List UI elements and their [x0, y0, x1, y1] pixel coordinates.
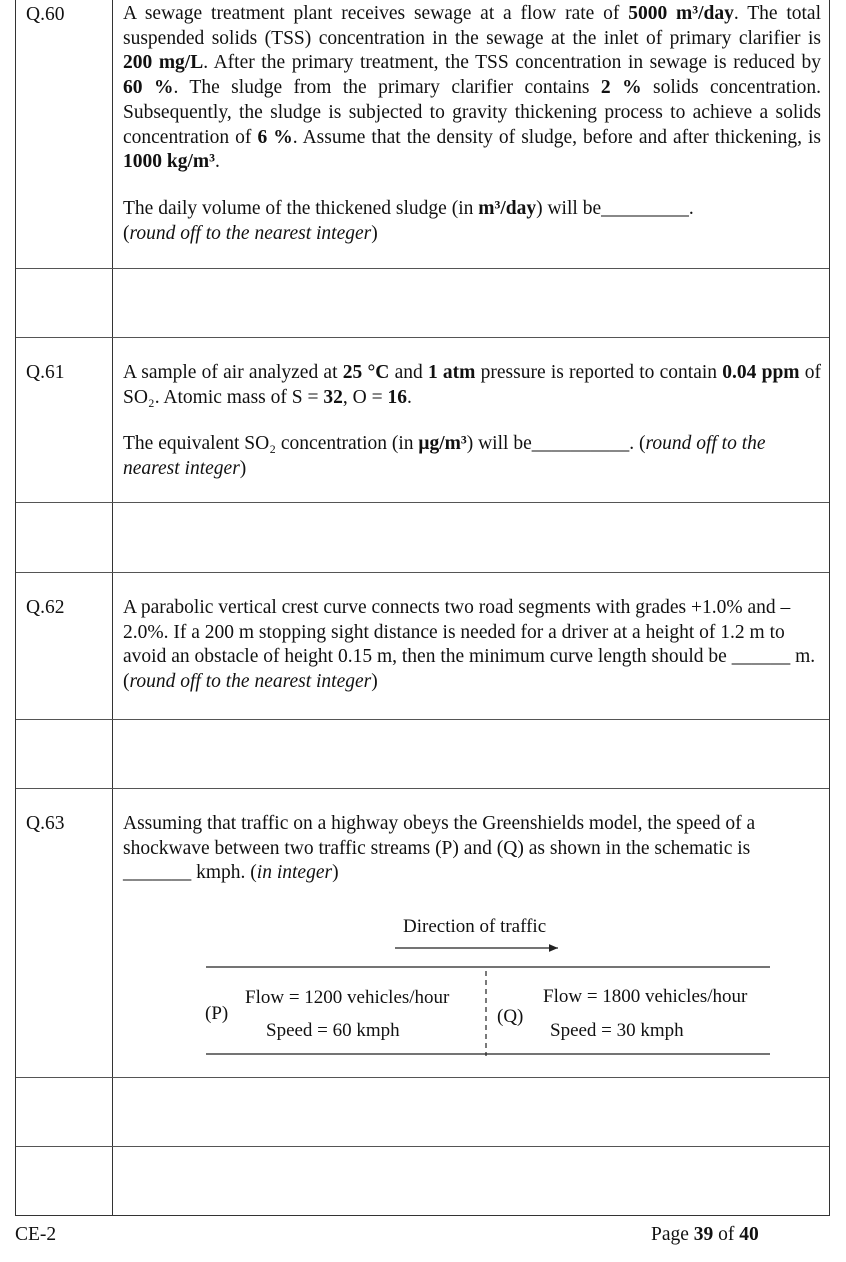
question-prompt: The equivalent SO₂ concentration (in μg/m³) will be__________. (round off to the nearest integer) — [123, 433, 766, 480]
question-text — [123, 2, 821, 246]
question-row-63 — [16, 789, 829, 1078]
stream-q-flow: Flow = 1800 vehicles/hour — [543, 986, 748, 1007]
answer-row-empty — [16, 1147, 829, 1216]
footer-paper-code: CE-2 — [15, 1224, 57, 1245]
question-row-62 — [16, 573, 829, 720]
question-row-60 — [16, 0, 829, 269]
answer-row-empty — [16, 1078, 829, 1147]
question-statement: A sewage treatment plant receives sewage at a flow rate of 5000 m³/day. The total suspended solids (TSS) concentration in the sewage at the inlet of primary clarifier is 200 mg/L. After the primary treatment, the TSS concentration in sewage is reduced by 60 %. The sludge from the primary clarifier contains 2 % solids concentration. Subsequently, the sludge is subjected to gravity thickening process to achieve a solids concentration of 6 %. Assume that the density of sludge, before and after thickening, is 1000 kg/m³. — [123, 3, 822, 173]
answer-blank: __________ — [531, 433, 630, 455]
column-divider — [112, 0, 113, 268]
answer-row-empty — [16, 503, 829, 573]
question-number: Q.63 — [26, 813, 65, 834]
question-statement: A sample of air analyzed at 25 °C and 1 atm pressure is reported to contain 0.04 ppm of SO₂. Atomic mass of S = 32, O = 16. — [123, 362, 821, 408]
question-table — [15, 0, 830, 1216]
question-statement: A parabolic vertical crest curve connects two road segments with grades +1.0% and –2.0%. If a 200 m stopping sight distance is needed for a driver at a height of 1.2 m to avoid an obstacle of height 0.15 m, then the minimum curve length should be ______ m. (round off to the nearest integer) — [123, 597, 816, 693]
answer-blank: ______ — [731, 646, 791, 668]
answer-blank: _______ — [123, 862, 192, 884]
footer-page-number: Page 39 of 40 — [651, 1224, 759, 1245]
stream-p-tag: (P) — [205, 1003, 229, 1024]
stream-q-tag: (Q) — [497, 1006, 524, 1027]
question-text — [123, 361, 821, 482]
stream-q-speed: Speed = 30 kmph — [550, 1020, 684, 1041]
answer-row-empty — [16, 269, 829, 338]
question-prompt: The daily volume of the thickened sludge (in m³/day) will be_________. (round off to the nearest integer) — [123, 197, 694, 244]
question-text — [123, 812, 823, 886]
question-row-61 — [16, 338, 829, 503]
answer-row-empty — [16, 720, 829, 789]
traffic-schematic — [190, 913, 770, 1058]
direction-label: Direction of traffic — [403, 916, 547, 937]
question-text — [123, 596, 817, 695]
question-number: Q.62 — [26, 597, 65, 618]
stream-p-speed: Speed = 60 kmph — [266, 1020, 400, 1041]
answer-blank: _________ — [601, 197, 689, 219]
question-number: Q.60 — [26, 4, 65, 25]
question-number: Q.61 — [26, 362, 65, 383]
question-statement: Assuming that traffic on a highway obeys the Greenshields model, the speed of a shockwave between two traffic streams (P) and (Q) as shown in the schematic is _______ kmph. (in integer) — [123, 813, 756, 884]
stream-p-flow: Flow = 1200 vehicles/hour — [245, 987, 450, 1008]
